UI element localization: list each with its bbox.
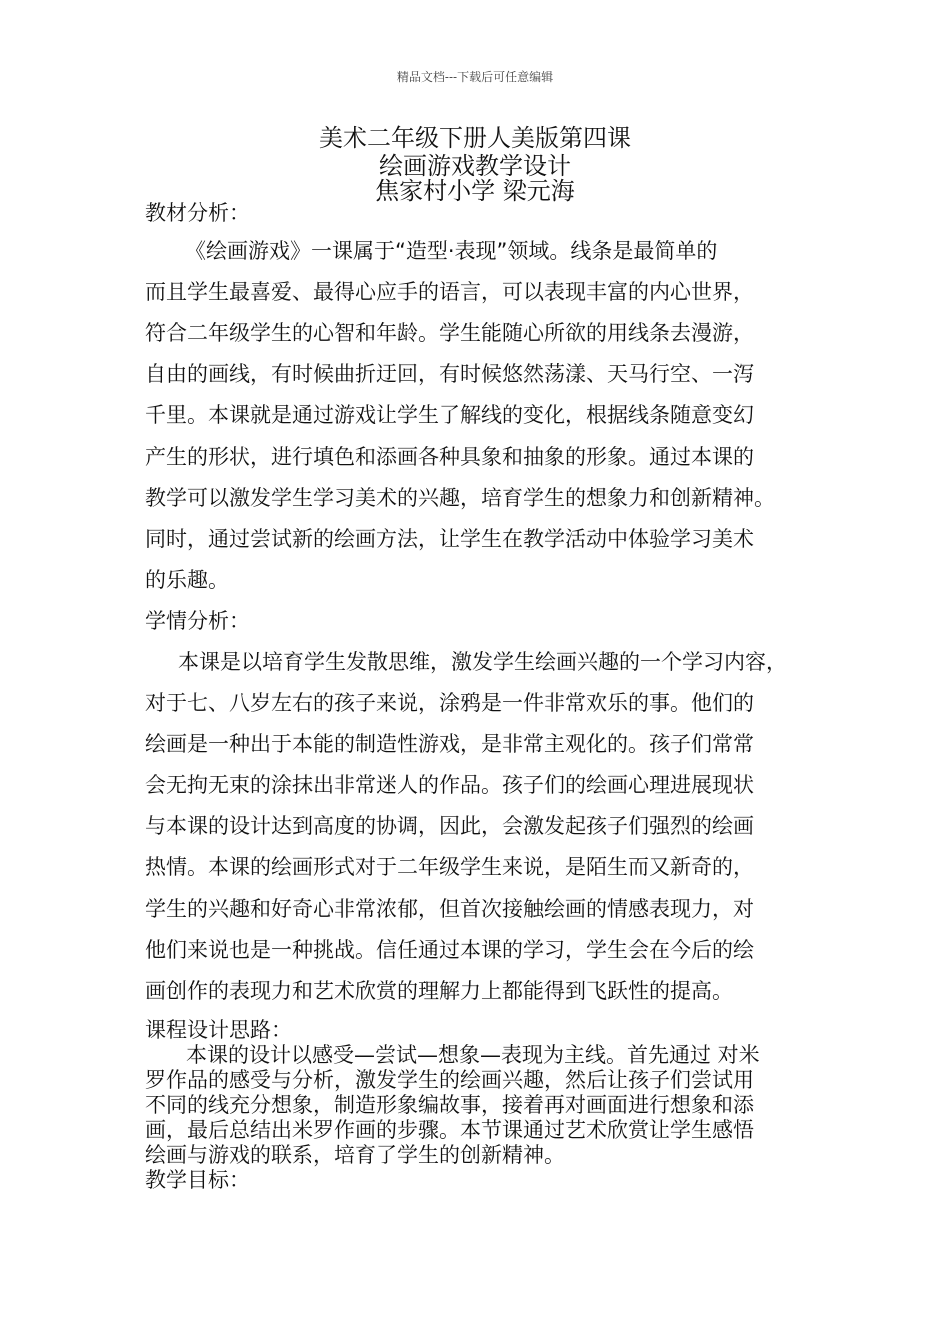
design-line: 罗作品的感受与分析，激发学生的绘画兴趣，然后让孩子们尝试用 [145, 1068, 754, 1092]
material-line: 产生的形状，进行填色和添画各种具象和抽象的形象。通过本课的 [145, 445, 754, 469]
students-line: 学生的兴趣和好奇心非常浓郁，但首次接触绘画的情感表现力，对 [145, 897, 754, 921]
material-line: 千里。本课就是通过游戏让学生了解线的变化，根据线条随意变幻 [145, 403, 754, 427]
design-line: 绘画与游戏的联系，培育了学生的创新精神。 [145, 1143, 565, 1167]
doc-title-line-2: 绘画游戏教学设计 [379, 152, 571, 180]
material-line: 符合二年级学生的心智和年龄。学生能随心所欲的用线条去漫游， [145, 321, 754, 345]
material-line: 的乐趣。 [145, 568, 229, 592]
students-line: 画创作的表现力和艺术欣赏的理解力上都能得到飞跃性的提高。 [145, 979, 733, 1003]
doc-title-line-3: 焦家村小学 梁元海 [375, 177, 575, 205]
students-line: 与本课的设计达到高度的协调，因此，会激发起孩子们强烈的绘画 [145, 814, 754, 838]
students-line: 他们来说也是一种挑战。信任通过本课的学习，学生会在今后的绘 [145, 938, 754, 962]
students-line: 本课是以培育学生发散思维，激发学生绘画兴趣的一个学习内容， [178, 650, 787, 674]
material-line: 同时，通过尝试新的绘画方法，让学生在教学活动中体验学习美术 [145, 527, 754, 551]
students-line: 绘画是一种出于本能的制造性游戏，是非常主观化的。孩子们常常 [145, 732, 754, 756]
material-line: 《绘画游戏》一课属于“造型·表现”领域。线条是最简单的 [185, 239, 718, 263]
students-line: 会无拘无束的涂抹出非常迷人的作品。孩子们的绘画心理进展现状 [145, 773, 754, 797]
section-heading-students: 学情分析： [145, 609, 250, 633]
material-line: 自由的画线，有时候曲折迂回，有时候悠然荡漾、天马行空、一泻 [145, 362, 754, 386]
material-line: 教学可以激发学生学习美术的兴趣，培育学生的想象力和创新精神。 [145, 486, 775, 510]
design-line: 本课的设计以感受—尝试—想象—表现为主线。首先通过 对米 [186, 1043, 760, 1067]
material-line: 而且学生最喜爱、最得心应手的语言，可以表现丰富的内心世界， [145, 280, 754, 304]
page-header: 精品文档---下载后可任意编辑 [396, 70, 554, 84]
design-line: 不同的线充分想象，制造形象编故事，接着再对画面进行想象和添 [145, 1093, 754, 1117]
students-line: 对于七、八岁左右的孩子来说，涂鸦是一件非常欢乐的事。他们的 [145, 691, 754, 715]
section-heading-design: 课程设计思路： [145, 1018, 292, 1042]
section-heading-material: 教材分析： [145, 201, 250, 225]
section-heading-goals: 教学目标： [145, 1168, 250, 1192]
doc-title-line-1: 美术二年级下册人美版第四课 [319, 124, 631, 152]
students-line: 热情。本课的绘画形式对于二年级学生来说，是陌生而又新奇的， [145, 855, 754, 879]
design-line: 画，最后总结出米罗作画的步骤。本节课通过艺术欣赏让学生感悟 [145, 1118, 754, 1142]
